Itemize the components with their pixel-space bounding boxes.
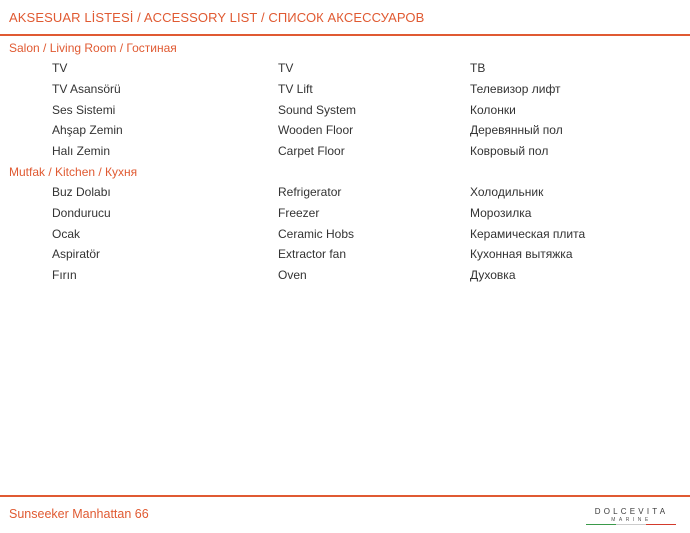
item-en: Sound System — [278, 102, 357, 117]
section-title-living-room: Salon / Living Room / Гостиная — [9, 41, 177, 55]
item-en: Carpet Floor — [278, 144, 345, 159]
item-tr: Ocak — [52, 226, 81, 241]
item-tr: Aspiratör — [52, 247, 101, 262]
accessory-list — [0, 38, 690, 286]
item-ru: Деревянный пол — [470, 123, 563, 138]
item-tr: Dondurucu — [52, 205, 111, 220]
item-ru: Керамическая плита — [470, 226, 586, 241]
item-ru: Телевизор лифт — [470, 81, 561, 96]
brand-logo-subtitle: MARINE — [611, 517, 652, 523]
item-tr: Ahşap Zemin — [52, 123, 123, 138]
item-tr: Halı Zemin — [52, 144, 111, 159]
item-tr: TV Asansörü — [52, 81, 121, 96]
item-en: Wooden Floor — [278, 123, 354, 138]
page-title: AKSESUAR LİSTESİ / ACCESSORY LIST / СПИСОК АКСЕССУАРОВ — [9, 10, 425, 25]
list-item — [0, 203, 690, 224]
item-en: Oven — [278, 268, 307, 283]
list-item — [0, 100, 690, 121]
item-ru: Холодильник — [470, 184, 544, 199]
item-en: TV Lift — [278, 81, 313, 96]
item-ru: Кухонная вытяжка — [470, 247, 573, 262]
list-item — [0, 79, 690, 100]
item-ru: Морозилка — [470, 205, 532, 220]
page-header — [0, 0, 690, 36]
item-ru: Ковровый пол — [470, 144, 549, 159]
list-item — [0, 58, 690, 79]
item-ru: Колонки — [470, 102, 516, 117]
brand-logo-wordmark: DOLCEVITA — [594, 507, 669, 516]
brand-logo — [584, 507, 679, 531]
item-en: Refrigerator — [278, 184, 342, 199]
list-item — [0, 120, 690, 141]
item-en: Ceramic Hobs — [278, 226, 355, 241]
item-en: Freezer — [278, 205, 320, 220]
list-item — [0, 244, 690, 265]
item-ru: ТВ — [470, 61, 486, 75]
list-item — [0, 141, 690, 162]
item-tr: Ses Sistemi — [52, 102, 116, 117]
page-footer — [0, 495, 690, 533]
item-tr: Buz Dolabı — [52, 184, 111, 199]
list-item — [0, 224, 690, 245]
item-en: TV — [278, 61, 294, 75]
list-item — [0, 182, 690, 203]
item-tr: TV — [52, 61, 68, 75]
yacht-model-title: Sunseeker Manhattan 66 — [9, 507, 149, 521]
section-title-kitchen: Mutfak / Kitchen / Кухня — [9, 164, 138, 179]
item-en: Extractor fan — [278, 247, 347, 262]
item-ru: Духовка — [470, 268, 516, 283]
brand-logo-flag-stripe — [586, 524, 676, 525]
item-tr: Fırın — [52, 268, 77, 283]
list-item — [0, 265, 690, 286]
